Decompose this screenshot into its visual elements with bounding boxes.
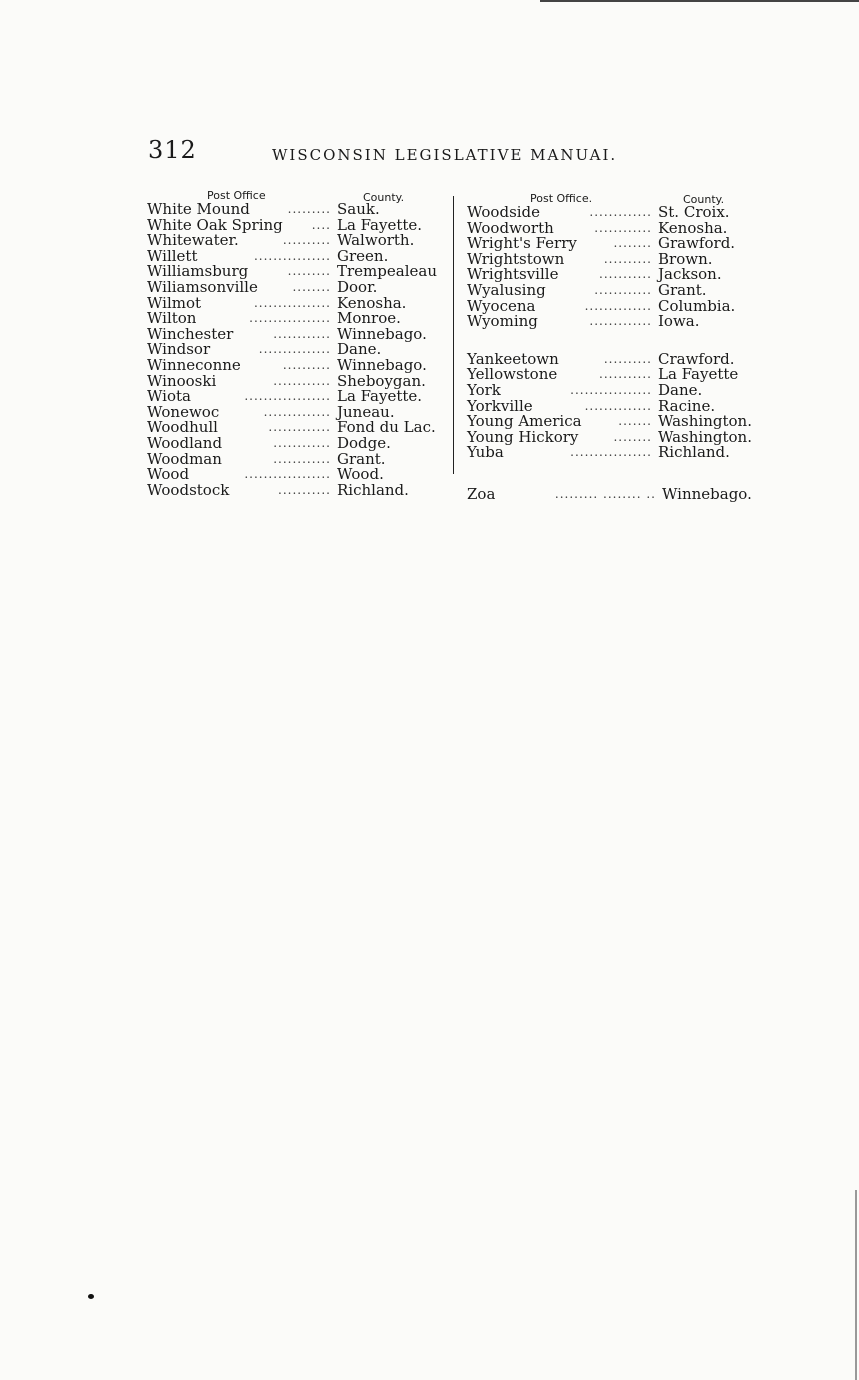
county-name: Door. bbox=[337, 277, 378, 296]
dot-leader: ............. bbox=[268, 420, 331, 435]
dot-leader: ............. bbox=[589, 314, 652, 329]
left-county-header: County. bbox=[363, 191, 405, 204]
post-office-name: Zoa bbox=[467, 484, 496, 503]
dot-leader: ............ bbox=[594, 282, 652, 297]
post-office-name: Wrightsville bbox=[467, 265, 559, 284]
list-item bbox=[467, 484, 767, 503]
post-office-name: Woodworth bbox=[467, 218, 554, 237]
dot-leader: ............ bbox=[594, 220, 652, 235]
right-county-header: County. bbox=[683, 193, 725, 206]
list-item bbox=[467, 314, 767, 330]
county-name: Fond du Lac. bbox=[337, 418, 436, 437]
dot-leader: ........... bbox=[599, 367, 652, 382]
dot-leader: ......... ........ .. bbox=[554, 486, 656, 501]
dot-leader: .................. bbox=[244, 467, 331, 482]
county-name: La Fayette. bbox=[337, 387, 423, 406]
post-office-name: Woodland bbox=[147, 433, 223, 452]
post-office-name: Windsor bbox=[147, 340, 211, 359]
county-name: Washington. bbox=[658, 412, 752, 431]
list-item bbox=[147, 449, 447, 468]
post-office-name: Winchester bbox=[147, 324, 234, 343]
dot-leader: ............... bbox=[258, 342, 331, 357]
post-office-name: Woodside bbox=[467, 203, 541, 221]
dot-leader: ........... bbox=[278, 482, 331, 497]
county-name: Racine. bbox=[658, 396, 716, 415]
dot-leader: .............. bbox=[584, 298, 652, 313]
post-office-name: Wiliamsonville bbox=[147, 277, 258, 296]
post-office-name: Young Hickory bbox=[467, 427, 579, 446]
county-name: Juneau. bbox=[337, 402, 395, 421]
county-name: Green. bbox=[337, 246, 389, 265]
post-office-name: Winooski bbox=[147, 371, 217, 390]
dot-leader: ............ bbox=[273, 373, 331, 388]
dot-leader: .......... bbox=[282, 233, 331, 248]
county-name: Dane. bbox=[658, 380, 703, 399]
county-name: Kenosha. bbox=[337, 293, 407, 312]
post-office-name: York bbox=[467, 380, 501, 399]
post-office-name: Yellowstone bbox=[467, 365, 558, 384]
dot-leader: ........ bbox=[292, 279, 331, 294]
left-column-list bbox=[147, 202, 447, 498]
dot-leader: .......... bbox=[603, 251, 652, 266]
dot-leader: ................. bbox=[249, 311, 331, 326]
county-name: Monroe. bbox=[337, 309, 401, 328]
dot-leader: ........... bbox=[599, 267, 652, 282]
dot-leader: ................. bbox=[570, 445, 652, 460]
running-title: WISCONSIN LEGISLATIVE MANUAI. bbox=[272, 146, 618, 164]
dot-leader: .................. bbox=[244, 389, 331, 404]
post-office-name: Wonewoc bbox=[147, 402, 220, 421]
group-spacer bbox=[467, 461, 767, 487]
page-edge-shadow bbox=[855, 1190, 857, 1380]
post-office-name: Winneconne bbox=[147, 355, 241, 374]
dot-leader: ........ bbox=[613, 429, 652, 444]
post-office-name: Woodman bbox=[147, 449, 222, 468]
county-name: La Fayette bbox=[658, 365, 739, 384]
dot-leader: .......... bbox=[282, 357, 331, 372]
post-office-name: Wyoming bbox=[467, 312, 538, 331]
dot-leader: .... bbox=[311, 217, 331, 232]
dot-leader: ................ bbox=[253, 248, 331, 263]
county-name: Dodge. bbox=[337, 433, 391, 452]
post-office-name: Yuba bbox=[467, 443, 504, 462]
dot-leader: .............. bbox=[584, 398, 652, 413]
county-name: Washington. bbox=[658, 427, 752, 446]
county-name: Crawford. bbox=[658, 349, 735, 368]
dot-leader: .............. bbox=[263, 404, 331, 419]
county-name: Grawford. bbox=[658, 234, 736, 253]
post-office-name: White Oak Spring bbox=[147, 215, 283, 234]
county-name: Sauk. bbox=[337, 200, 380, 218]
dot-leader: ............ bbox=[273, 435, 331, 450]
right-post-office-header: Post Office. bbox=[530, 192, 593, 205]
left-post-office-header: Post Office bbox=[207, 189, 266, 202]
dot-leader: ............ bbox=[273, 326, 331, 341]
dot-leader: ....... bbox=[618, 414, 652, 429]
right-column-list bbox=[467, 205, 767, 503]
county-name: Grant. bbox=[337, 449, 386, 468]
post-office-name: Whitewater. bbox=[147, 231, 239, 250]
post-office-name: Wilmot bbox=[147, 293, 202, 312]
county-name: La Fayette. bbox=[337, 215, 423, 234]
list-item bbox=[467, 367, 767, 383]
county-name: Kenosha. bbox=[658, 218, 728, 237]
dot-leader: ................. bbox=[570, 382, 652, 397]
county-name: Sheboygan. bbox=[337, 371, 426, 390]
county-name: Jackson. bbox=[658, 265, 722, 284]
post-office-name: Young America bbox=[467, 412, 582, 431]
dot-leader: ........ bbox=[613, 236, 652, 251]
post-office-name: Willett bbox=[147, 246, 198, 265]
county-name: Richland. bbox=[337, 480, 409, 499]
post-office-name: White Mound bbox=[147, 200, 250, 218]
group-spacer bbox=[467, 330, 767, 352]
county-name: Richland. bbox=[658, 443, 730, 462]
county-name: Winnebago. bbox=[337, 324, 427, 343]
post-office-name: Yorkville bbox=[467, 396, 533, 415]
post-office-name: Woodstock bbox=[147, 480, 230, 499]
post-office-name: Williamsburg bbox=[147, 262, 249, 281]
post-office-name: Wiota bbox=[147, 387, 191, 406]
dot-leader: ............. bbox=[589, 205, 652, 219]
post-office-name: Wood bbox=[147, 465, 190, 484]
county-name: Walworth. bbox=[337, 231, 415, 250]
post-office-name: Yankeetown bbox=[467, 349, 559, 368]
post-office-name: Wyalusing bbox=[467, 280, 546, 299]
county-name: Winnebago. bbox=[662, 484, 752, 503]
county-name: Brown. bbox=[658, 249, 713, 268]
county-name: Dane. bbox=[337, 340, 382, 359]
dot-leader: ................ bbox=[253, 295, 331, 310]
county-name: Columbia. bbox=[658, 296, 736, 315]
post-office-name: Wilton bbox=[147, 309, 197, 328]
page-number: 312 bbox=[148, 136, 197, 164]
list-item bbox=[467, 445, 767, 461]
dot-leader: ......... bbox=[287, 202, 331, 216]
county-name: Trempealeau bbox=[337, 262, 437, 281]
top-edge-rule bbox=[540, 0, 859, 2]
list-item bbox=[147, 480, 447, 499]
dot-leader: .......... bbox=[603, 351, 652, 366]
county-name: St. Croix. bbox=[658, 203, 730, 221]
post-office-name: Wyocena bbox=[467, 296, 536, 315]
county-name: Iowa. bbox=[658, 312, 700, 331]
dot-leader: ......... bbox=[287, 264, 331, 279]
column-divider bbox=[453, 196, 454, 474]
county-name: Grant. bbox=[658, 280, 707, 299]
county-name: Winnebago. bbox=[337, 355, 427, 374]
post-office-name: Wrightstown bbox=[467, 249, 565, 268]
ink-speck bbox=[88, 1294, 94, 1299]
post-office-name: Wright's Ferry bbox=[467, 234, 577, 253]
post-office-name: Woodhull bbox=[147, 418, 218, 437]
dot-leader: ............ bbox=[273, 451, 331, 466]
county-name: Wood. bbox=[337, 465, 384, 484]
